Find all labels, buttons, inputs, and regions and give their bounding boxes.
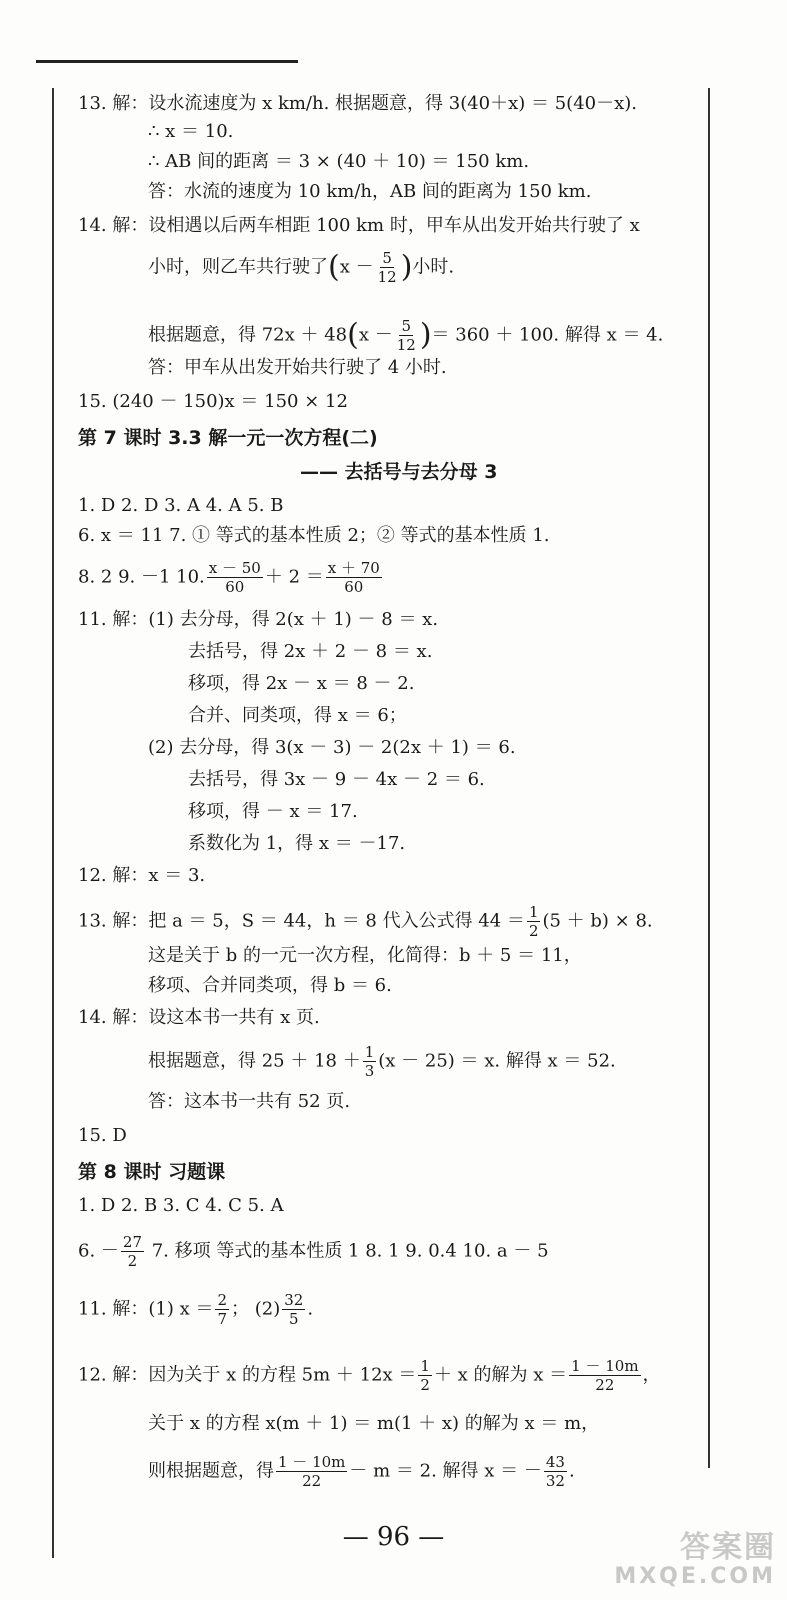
text: ； (2) bbox=[231, 1298, 281, 1320]
text: 11. 解：(1) x ＝ bbox=[78, 1298, 214, 1320]
denominator: 22 bbox=[595, 1376, 615, 1394]
section-heading-lesson-8: 第 8 课时 习题课 bbox=[78, 1161, 226, 1183]
paren-close: ) bbox=[419, 317, 432, 353]
answer-11-line-1: 11. 解：(1) 去分母，得 2(x ＋ 1) － 8 ＝ x. bbox=[78, 609, 439, 630]
answer-11-line-5: (2) 去分母，得 3(x － 3) － 2(2x ＋ 1) ＝ 6. bbox=[148, 737, 516, 758]
lesson-8-answers-6-10 bbox=[78, 1234, 549, 1269]
numerator: 1 bbox=[528, 903, 539, 921]
answer-14-line-1: 14. 解：设相遇以后两车相距 100 km 时，甲车从出发开始共行驶了 x bbox=[78, 215, 640, 236]
answer-13-line-1: 13. 解：设水流速度为 x km/h. 根据题意，得 3(40＋x) ＝ 5(40－x). bbox=[78, 93, 638, 114]
lesson-8-answer-12-line-2: 关于 x 的方程 x(m ＋ 1) ＝ m(1 ＋ x) 的解为 x ＝ m， bbox=[148, 1413, 600, 1434]
numerator: 1 － 10m bbox=[278, 1453, 346, 1471]
text: ＋ 2 ＝ bbox=[264, 566, 324, 588]
text: ＝ 360 ＋ 100. 解得 x ＝ 4. bbox=[431, 324, 664, 346]
answer-11-line-3: 移项，得 2x － x ＝ 8 － 2. bbox=[188, 673, 415, 694]
answer-11-line-7: 移项，得 － x ＝ 17. bbox=[188, 801, 358, 822]
denominator: 32 bbox=[545, 1472, 565, 1490]
lesson-8-answer-12-line-3 bbox=[148, 1454, 575, 1489]
fraction bbox=[395, 318, 418, 353]
text: 6. － bbox=[78, 1240, 119, 1262]
fraction bbox=[215, 1292, 229, 1327]
text: x － bbox=[339, 256, 374, 278]
answer-14b-line-2 bbox=[148, 1044, 616, 1079]
denominator: 12 bbox=[396, 336, 416, 354]
answer-14-line-2 bbox=[148, 250, 454, 285]
denominator: 2 bbox=[420, 1376, 430, 1394]
answer-13-line-4: 答：水流的速度为 10 km/h，AB 间的距离为 150 km. bbox=[148, 181, 592, 202]
denominator: 7 bbox=[217, 1310, 227, 1328]
numerator: x － 50 bbox=[208, 559, 261, 577]
lesson-8-answers-1-5: 1. D 2. B 3. C 4. C 5. A bbox=[78, 1195, 284, 1216]
numerator: 5 bbox=[382, 249, 392, 267]
text: 13. 解：把 a ＝ 5，S ＝ 44，h ＝ 8 代入公式得 44 ＝ bbox=[78, 910, 525, 932]
denominator: 3 bbox=[364, 1062, 375, 1080]
text: (x － 25) ＝ x. 解得 x ＝ 52. bbox=[378, 1050, 616, 1072]
text: 根据题意，得 72x ＋ 48 bbox=[148, 324, 348, 346]
answer-13b-line-2: 这是关于 b 的一元一次方程，化简得：b ＋ 5 ＝ 11， bbox=[148, 945, 582, 966]
answer-14b-line-3: 答：这本书一共有 52 页. bbox=[148, 1091, 351, 1112]
text: 小时. bbox=[412, 256, 455, 278]
text: 小时，则乙车共行驶了 bbox=[148, 256, 328, 278]
answer-13b-line-1 bbox=[78, 904, 653, 939]
answer-11-line-2: 去括号，得 2x ＋ 2 － 8 ＝ x. bbox=[188, 641, 433, 662]
text: (5 ＋ b) × 8. bbox=[542, 910, 653, 932]
answer-13b-line-3: 移项、合并同类项，得 b ＝ 6. bbox=[148, 975, 392, 996]
paren-open: ( bbox=[347, 317, 359, 353]
numerator: 43 bbox=[545, 1453, 565, 1471]
answer-12: 12. 解：x ＝ 3. bbox=[78, 865, 206, 886]
section-heading-lesson-7: 第 7 课时 3.3 解一元一次方程(二) bbox=[78, 427, 378, 449]
denominator: 2 bbox=[127, 1252, 138, 1270]
answer-14-line-3 bbox=[148, 318, 663, 353]
fraction bbox=[544, 1454, 567, 1489]
text: ， bbox=[642, 1364, 661, 1386]
denominator: 12 bbox=[377, 268, 397, 286]
answer-13-line-2: ∴ x ＝ 10. bbox=[148, 121, 234, 142]
numerator: 5 bbox=[401, 317, 412, 335]
answer-15: 15. (240 － 150)x ＝ 150 × 12 bbox=[78, 391, 348, 412]
fraction bbox=[376, 250, 399, 285]
denominator: 60 bbox=[225, 578, 245, 596]
fraction bbox=[527, 904, 541, 939]
fraction bbox=[418, 1358, 432, 1393]
answers-6-7: 6. x ＝ 11 7. ① 等式的基本性质 2；② 等式的基本性质 1. bbox=[78, 525, 550, 546]
numerator: 2 bbox=[217, 1291, 227, 1309]
fraction bbox=[121, 1234, 144, 1269]
lesson-8-answer-12-line-1 bbox=[78, 1358, 661, 1393]
numerator: 1 bbox=[364, 1043, 375, 1061]
denominator: 22 bbox=[302, 1472, 322, 1490]
watermark-logo bbox=[614, 1522, 780, 1598]
text: 8. 2 9. －1 10. bbox=[78, 566, 205, 588]
fraction bbox=[569, 1358, 640, 1393]
section-subheading: —— 去括号与去分母 3 bbox=[300, 461, 498, 483]
numerator: 32 bbox=[284, 1291, 304, 1309]
lesson-8-answer-11 bbox=[78, 1292, 313, 1327]
numerator: 1 － 10m bbox=[571, 1357, 639, 1375]
text: 则根据题意，得 bbox=[148, 1460, 274, 1482]
answers-8-10 bbox=[78, 560, 384, 595]
denominator: 60 bbox=[344, 578, 364, 596]
text: 7. 移项 等式的基本性质 1 8. 1 9. 0.4 10. a － 5 bbox=[146, 1240, 549, 1262]
paren-close: ) bbox=[400, 249, 413, 285]
fraction bbox=[363, 1044, 377, 1079]
paren-open: ( bbox=[328, 249, 340, 285]
text: 12. 解：因为关于 x 的方程 5m ＋ 12x ＝ bbox=[78, 1364, 417, 1386]
watermark-url: MXQE.COM bbox=[614, 1564, 776, 1589]
denominator: 2 bbox=[528, 922, 539, 940]
answer-11-line-8: 系数化为 1，得 x ＝ －17. bbox=[188, 833, 406, 854]
answers-1-5: 1. D 2. D 3. A 4. A 5. B bbox=[78, 495, 284, 516]
text: 根据题意，得 25 ＋ 18 ＋ bbox=[148, 1050, 361, 1072]
answer-15b: 15. D bbox=[78, 1125, 127, 1146]
text: － m ＝ 2. 解得 x ＝ － bbox=[349, 1460, 542, 1482]
fraction bbox=[282, 1292, 305, 1327]
answer-11-line-4: 合并、同类项，得 x ＝ 6； bbox=[188, 705, 407, 726]
text: x － bbox=[358, 324, 393, 346]
answer-11-line-6: 去括号，得 3x － 9 － 4x － 2 ＝ 6. bbox=[188, 769, 485, 790]
answer-13-line-3: ∴ AB 间的距离 ＝ 3 × (40 ＋ 10) ＝ 150 km. bbox=[148, 151, 530, 172]
fraction bbox=[326, 560, 382, 595]
numerator: 1 bbox=[420, 1357, 430, 1375]
numerator: 27 bbox=[122, 1233, 142, 1251]
fraction bbox=[276, 1454, 347, 1489]
denominator: 5 bbox=[288, 1310, 299, 1328]
numerator: x ＋ 70 bbox=[327, 559, 380, 577]
text: . bbox=[568, 1460, 575, 1482]
text: ＋ x 的解为 x ＝ bbox=[433, 1364, 568, 1386]
text: . bbox=[307, 1298, 314, 1320]
fraction bbox=[207, 560, 263, 595]
watermark-text: 答案圈 bbox=[680, 1530, 776, 1565]
answer-14b-line-1: 14. 解：设这本书一共有 x 页. bbox=[78, 1007, 320, 1028]
page-number: — 96 — bbox=[342, 1522, 445, 1552]
answer-14-line-4: 答：甲车从出发开始共行驶了 4 小时. bbox=[148, 357, 447, 378]
